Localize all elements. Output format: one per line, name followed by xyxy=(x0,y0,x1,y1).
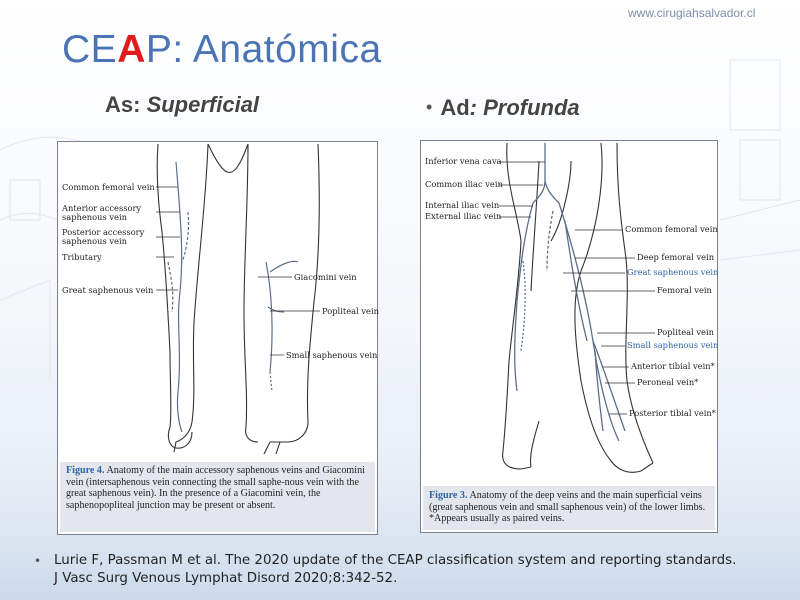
figure-4-caption xyxy=(60,462,375,532)
label-common-iliac-vein: Common iliac vein xyxy=(425,179,503,189)
caption-label: Figure 3. xyxy=(429,490,468,501)
slide-title xyxy=(62,28,382,72)
label-common-femoral-vein: Common femoral vein xyxy=(625,224,718,234)
caption-text: Anatomy of the deep veins and the main superficial veins (great saphenous vein and small saphenous vein) of the lower limbs. *Appears usually as paired veins. xyxy=(429,490,706,525)
label-posterior-tibial-vein: Posterior tibial vein* xyxy=(629,408,716,418)
title-accent-letter: A xyxy=(117,28,146,71)
title-prefix: CE xyxy=(62,28,118,71)
label-popliteal-vein: Popliteal vein xyxy=(322,306,379,316)
leg-illustration-deep-veins xyxy=(421,141,719,486)
label-great-saphenous-vein: Great saphenous vein xyxy=(627,267,719,277)
reference-text: Lurie F, Passman M et al. The 2020 update of the CEAP classification system and reporting standards. J Vasc Surg Venous Lymphat Disord 2020;8:342-52. xyxy=(54,553,737,586)
website-url: www.cirugiahsalvador.cl xyxy=(628,6,756,20)
label-common-femoral-vein: Common femoral vein xyxy=(62,182,155,192)
right-heading-emph: : Profunda xyxy=(469,95,580,120)
label-giacomini-vein: Giacomini vein xyxy=(294,272,357,282)
title-suffix: P: Anatómica xyxy=(145,28,382,71)
reference-citation xyxy=(34,552,740,588)
figure-3-caption xyxy=(423,486,715,530)
right-heading xyxy=(426,95,580,121)
label-deep-femoral-vein: Deep femoral vein xyxy=(637,252,715,262)
bullet-icon: • xyxy=(426,97,433,117)
left-heading-emph: Superficial xyxy=(146,92,260,117)
label-inferior-vena-cava: Inferior vena cava xyxy=(425,156,502,166)
label-popliteal-vein: Popliteal vein xyxy=(657,327,714,337)
label-great-saphenous-vein: Great saphenous vein xyxy=(62,285,154,295)
right-heading-prefix: Ad xyxy=(440,95,470,120)
label-small-saphenous-vein: Small saphenous vein xyxy=(627,340,719,350)
figure-deep-veins xyxy=(420,140,718,533)
label-anterior-accessory-saphenous: saphenous vein xyxy=(62,212,127,222)
figure-superficial-veins xyxy=(57,141,378,535)
label-femoral-vein: Femoral vein xyxy=(657,285,712,295)
label-peroneal-vein: Peroneal vein* xyxy=(637,377,699,387)
label-anterior-tibial-vein: Anterior tibial vein* xyxy=(631,361,715,371)
label-internal-iliac-vein: Internal iliac vein xyxy=(425,200,500,210)
label-external-iliac-vein: External iliac vein xyxy=(425,211,502,221)
bullet-icon: • xyxy=(34,554,42,568)
left-heading-prefix: As: xyxy=(105,92,147,117)
label-anterior-accessory: Anterior accessory xyxy=(62,203,142,213)
caption-label: Figure 4. xyxy=(66,465,105,476)
left-heading xyxy=(105,92,259,118)
caption-text: Anatomy of the main accessory saphenous veins and Giacomini vein (intersaphenous vein connecting the small saphe-nous vein with the great saphenous vein). In the presence of a Giacomini vein, the saphenopopliteal junction may be present or absent. xyxy=(66,465,365,511)
label-small-saphenous-vein: Small saphenous vein xyxy=(286,350,378,360)
label-posterior-accessory-saphenous: saphenous vein xyxy=(62,236,127,246)
label-tributary: Tributary xyxy=(62,252,102,262)
label-posterior-accessory: Posterior accessory xyxy=(62,227,145,237)
